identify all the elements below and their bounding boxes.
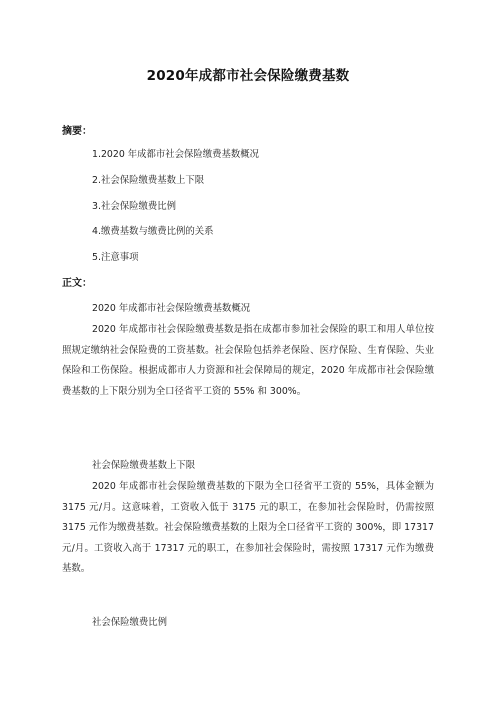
toc-item-2: 2.社会保险缴费基数上下限 [92,175,205,186]
document-title: 2020年成都市社会保险缴费基数 [146,68,350,84]
abstract-label: 摘要： [62,126,92,137]
toc-item-4: 4.缴费基数与缴费比例的关系 [92,226,214,237]
section-heading-ratio: 社会保险缴费比例 [92,617,168,628]
toc-item-5: 5.注意事项 [92,252,139,263]
section-heading-limits: 社会保险缴费基数上下限 [92,460,196,471]
toc-item-3: 3.社会保险缴费比例 [92,201,176,212]
paragraph-limits: 2020 年成都市社会保险缴费基数的下限为全口径省平工资的 55%，具体金额为 3175 元/月。这意味着，工资收入低于 3175 元的职工，在参加社会保险时，仍需按照 3175 元作为缴费基数。社会保险缴费基数的上限为全口径省平工资的 300%，即 17317 元/月。工资收入高于 17317 元的职工，在参加社会保险时，需按照 17317 元作为缴费基数。 [62,481,434,574]
section-heading-overview: 2020 年成都市社会保险缴费基数概况 [92,303,251,314]
paragraph-overview: 2020 年成都市社会保险缴费基数是指在成都市参加社会保险的职工和用人单位按照规定缴纳社会保险费的工资基数。社会保险包括养老保险、医疗保险、生育保险、失业保险和工伤保险。根据成都市人力资源和社会保障局的规定，2020 年成都市社会保险缴费基数的上下限分别为全口径省平工资的 55% 和 300%。 [62,324,434,397]
body-label: 正文： [62,278,92,289]
toc-item-1: 1.2020 年成都市社会保险缴费基数概况 [92,149,260,160]
